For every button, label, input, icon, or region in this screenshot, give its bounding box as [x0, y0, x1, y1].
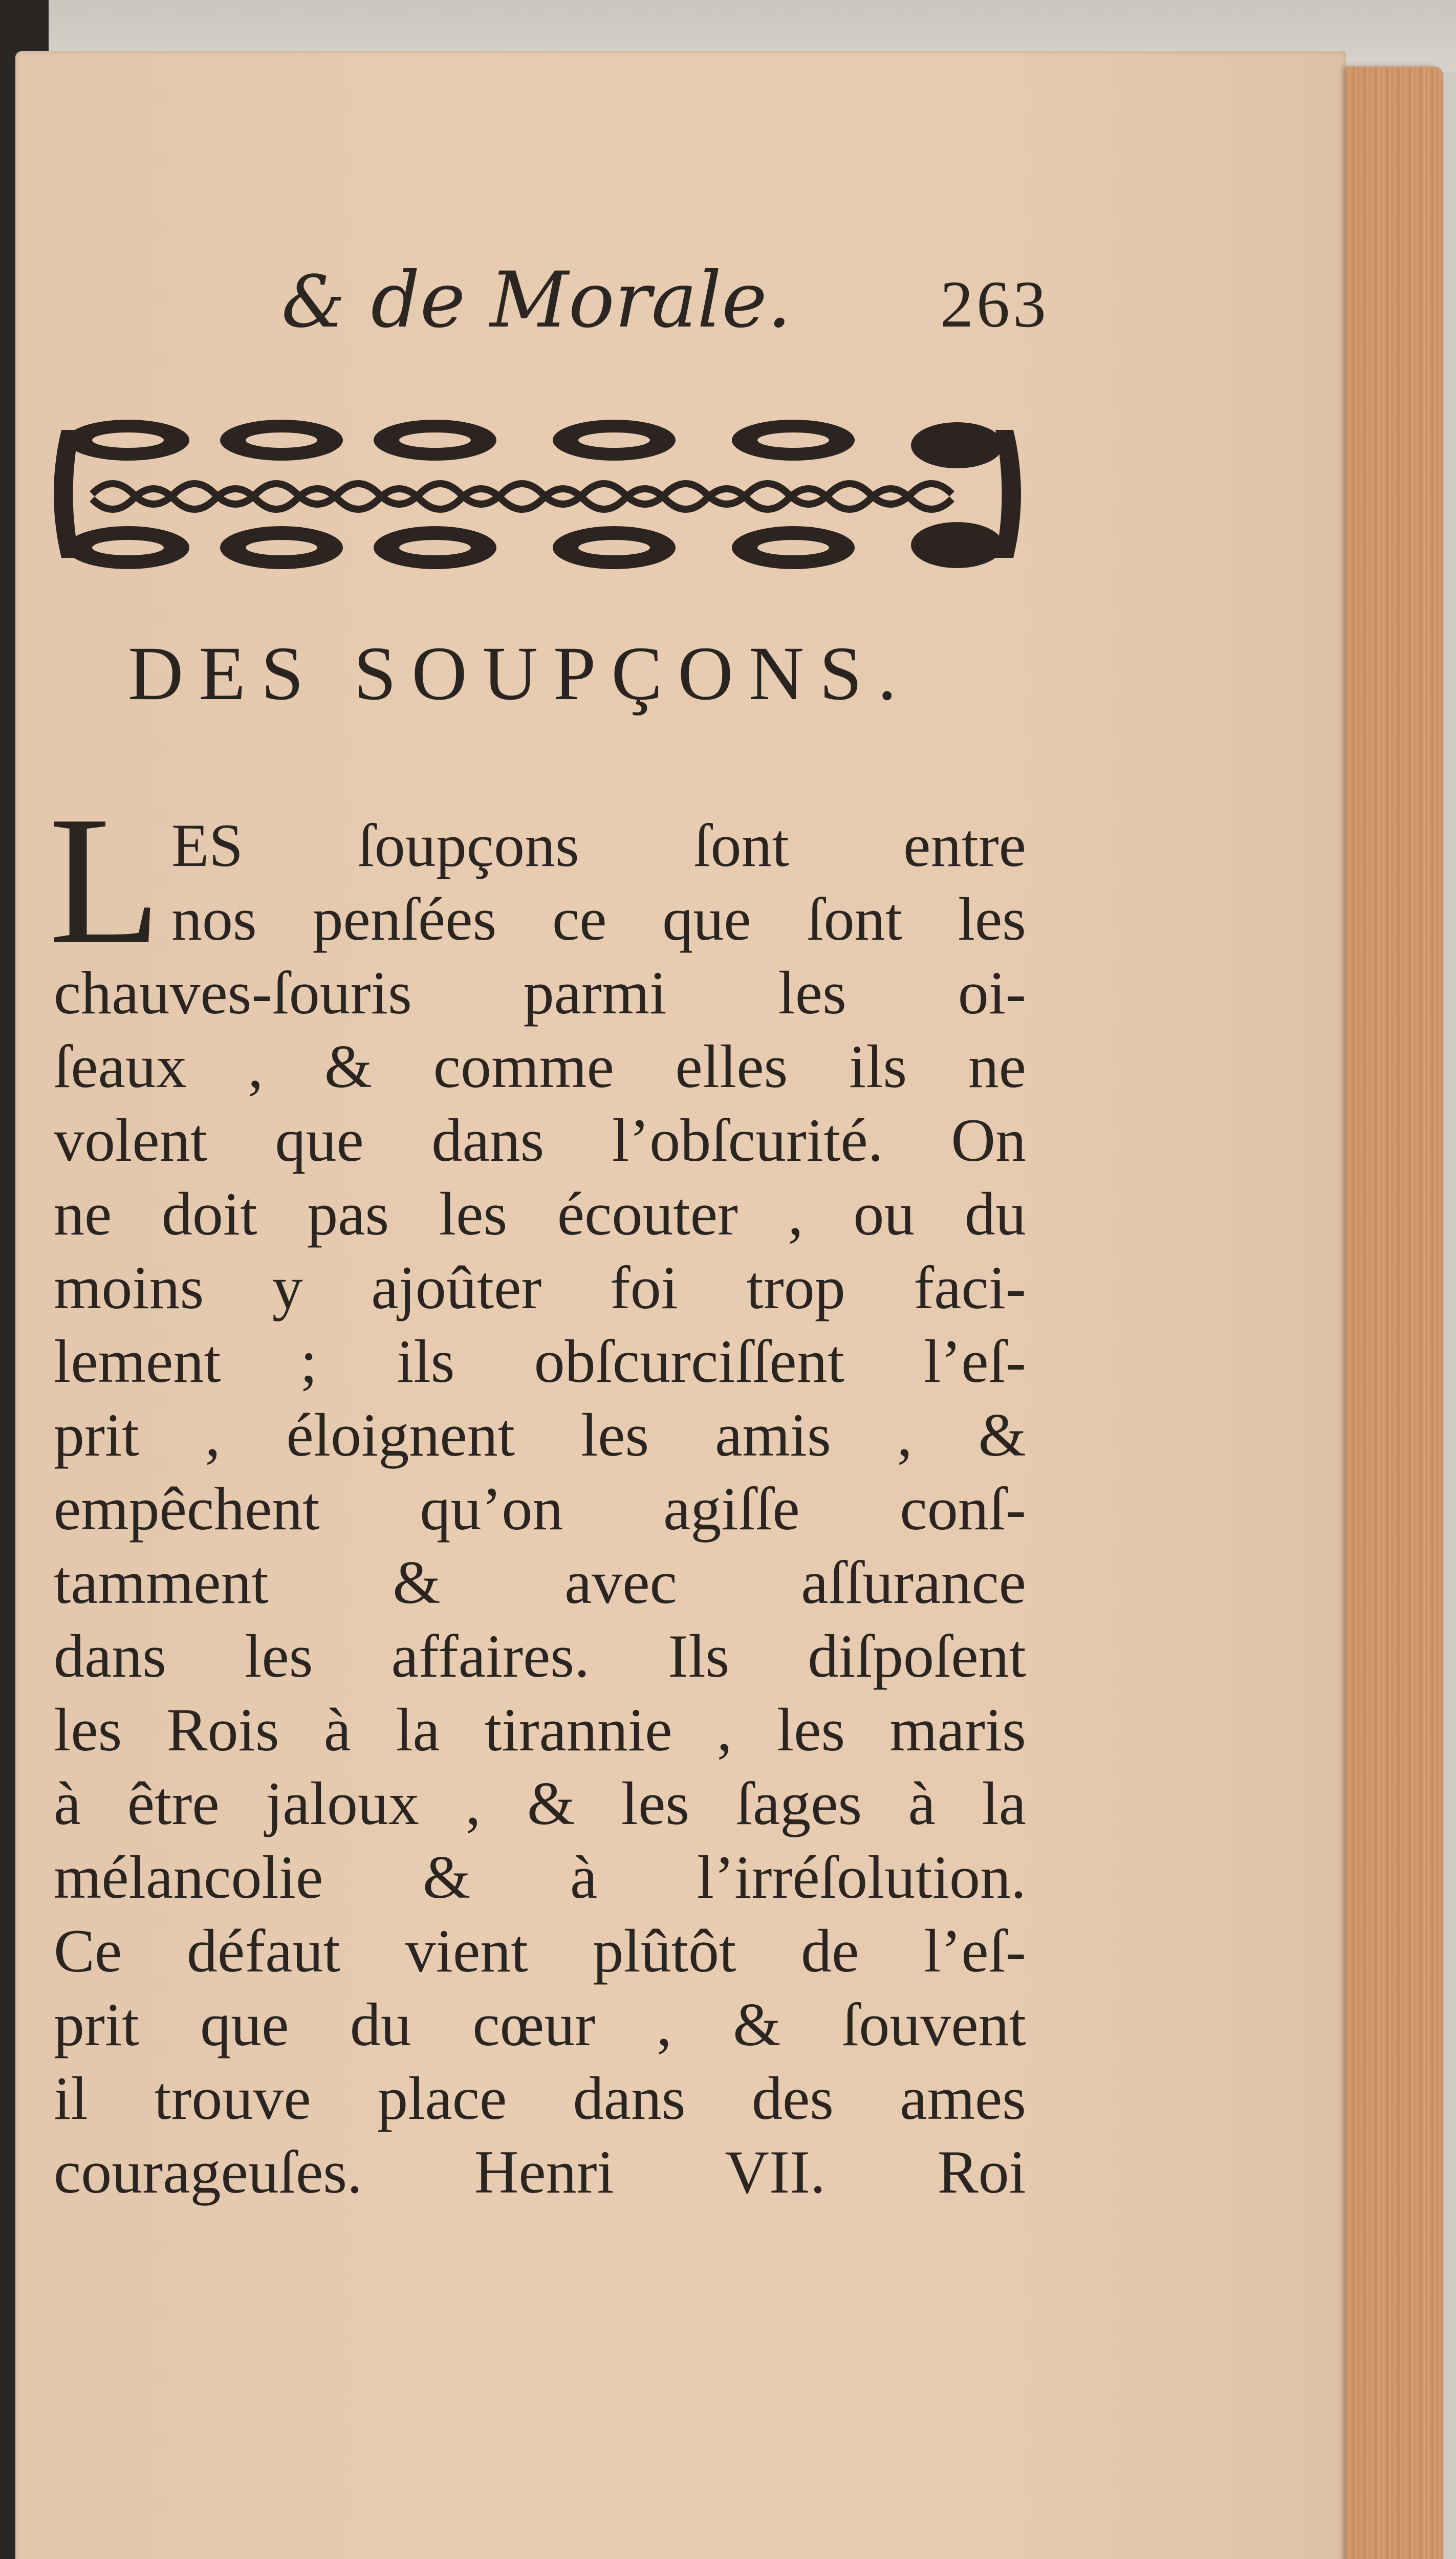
floral-ornament-icon — [51, 409, 1024, 578]
page-fore-edge — [1346, 67, 1443, 2559]
text-line: ſeaux , & comme elles ils ne — [54, 1032, 1026, 1100]
text-line: ES ſoupçons ſont entre — [171, 811, 1026, 879]
text-line: ne doit pas les écouter , ou du — [54, 1180, 1026, 1248]
text-line: les Rois à la tirannie , les maris — [54, 1696, 1026, 1764]
text-line: lement ; ils obſcurciſſent l’eſ- — [54, 1327, 1026, 1395]
section-heading: DES SOUPÇONS. — [128, 631, 912, 716]
text-line: chauves-ſouris parmi les oi- — [54, 959, 1026, 1027]
text-line: courageuſes. Henri VII. Roi — [54, 2138, 1026, 2206]
running-head-ampersand: & — [281, 261, 345, 344]
text-line: empêchent qu’on agiſſe conſ- — [54, 1474, 1026, 1543]
text-line: Ce défaut vient plûtôt de l’eſ- — [54, 1917, 1026, 1985]
text-line: dans les affaires. Ils diſpoſent — [54, 1622, 1026, 1690]
text-line: prit que du cœur , & ſouvent — [54, 1990, 1026, 2058]
text-line: nos penſées ce que ſont les — [171, 885, 1026, 953]
text-line: il trouve place dans des ames — [54, 2064, 1026, 2132]
text-line: volent que dans l’obſcurité. On — [54, 1106, 1026, 1174]
page-number: 263 — [940, 268, 1049, 341]
running-head-title: de Morale. — [371, 256, 792, 345]
text-line: prit , éloignent les amis , & — [54, 1401, 1026, 1469]
text-line: moins y ajoûter foi trop faci- — [54, 1253, 1026, 1321]
body-text — [49, 778, 1026, 2209]
text-line: mélancolie & à l’irréſolution. — [54, 1843, 1026, 1911]
drop-cap: L — [49, 778, 161, 982]
text-line: à être jaloux , & les ſages à la — [54, 1769, 1026, 1837]
text-line: tamment & avec aſſurance — [54, 1548, 1026, 1616]
running-head — [281, 256, 1049, 348]
